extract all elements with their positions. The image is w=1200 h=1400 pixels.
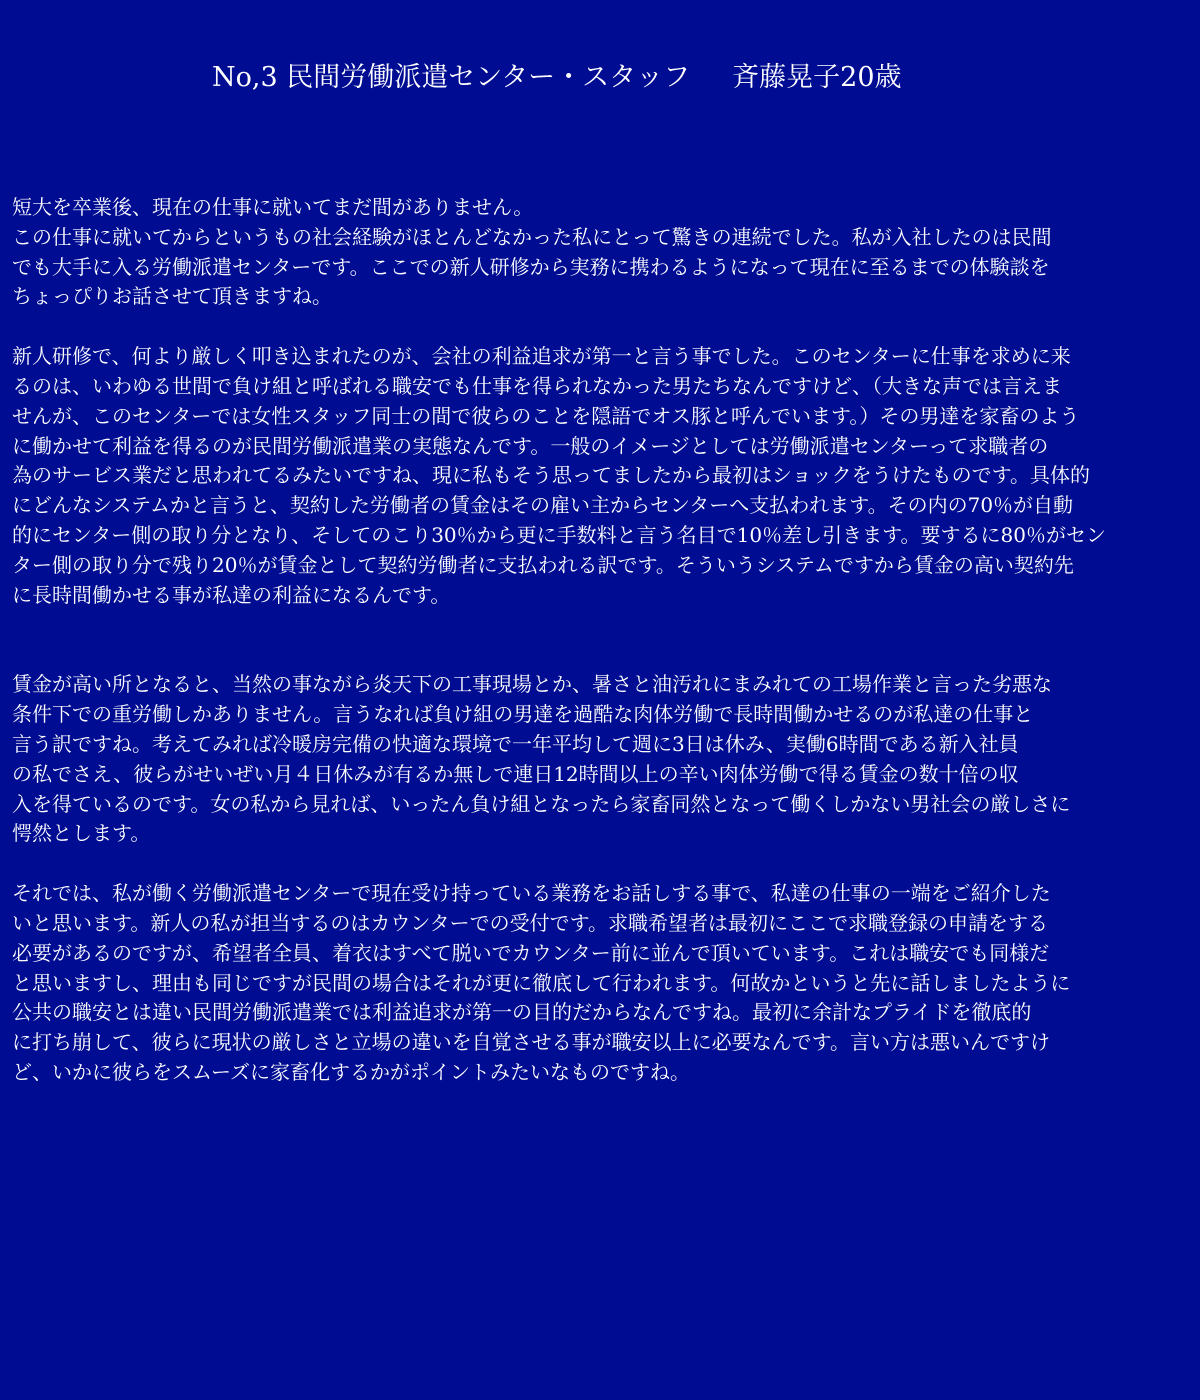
paragraph-line: に打ち崩して、彼らに現状の厳しさと立場の違いを自覚させる事が職安以上に必要なんです。言い方は悪いんですけ <box>12 1030 1050 1055</box>
paragraph-line: ちょっぴりお話させて頂きますね。 <box>12 284 332 309</box>
paragraph-line: ター側の取り分で残り20％が賃金として契約労働者に支払われる訳です。そういうシステムですから賃金の高い契約先 <box>12 552 1074 577</box>
title-article: No,3 民間労働派遣センター・スタッフ <box>212 62 691 93</box>
document-body <box>12 193 1188 1088</box>
paragraph-3 <box>12 670 1188 849</box>
paragraph-line: 必要があるのですが、希望者全員、着衣はすべて脱いでカウンター前に並んで頂いています。これは職安でも同様だ <box>12 940 1050 965</box>
paragraph-line: 短大を卒業後、現在の仕事に就いてまだ間がありません。 <box>12 195 534 219</box>
paragraph-line: に働かせて利益を得るのが民間労働派遣業の実態なんです。一般のイメージとしては労働派遣センターって求職者の <box>12 433 1049 458</box>
paragraph-2 <box>12 342 1188 610</box>
paragraph-line: それでは、私が働く労働派遣センターで現在受け持っている業務をお話しする事で、私達の仕事の一端をご紹介した <box>12 881 1051 906</box>
paragraph-4 <box>12 879 1188 1088</box>
page-title <box>212 60 902 96</box>
paragraph-line: るのは、いわゆる世間で負け組と呼ばれる職安でも仕事を得られなかった男たちなんですけど、（大きな声では言えま <box>12 373 1062 398</box>
paragraph-line: に長時間働かせる事が私達の利益になるんです。 <box>12 582 451 607</box>
paragraph-line: 入を得ているのです。女の私から見れば、いったん負け組となったら家畜同然となって働くしかない男社会の厳しさに <box>12 791 1071 816</box>
paragraph-line: 為のサービス業だと思われてるみたいですね、現に私もそう思ってましたから最初はショックをうけたものです。具体的 <box>12 463 1090 488</box>
paragraph-line: の私でさえ、彼らがせいぜい月４日休みが有るか無しで連日12時間以上の辛い肉体労働で得る賃金の数十倍の収 <box>12 761 1019 786</box>
paragraph-line: いと思います。新人の私が担当するのはカウンターでの受付です。求職希望者は最初にここで求職登録の申請をする <box>12 910 1048 935</box>
paragraph-1 <box>12 193 1188 312</box>
paragraph-line: でも大手に入る労働派遣センターです。ここでの新人研修から実務に携わるようになって現在に至るまでの体験談を <box>12 254 1050 279</box>
paragraph-line: 公共の職安とは違い民間労働派遣業では利益追求が第一の目的だからなんですね。最初に余計なプライドを徹底的 <box>12 1000 1032 1025</box>
paragraph-line: ど、いかに彼らをスムーズに家畜化するかがポイントみたいなものですね。 <box>12 1059 690 1084</box>
paragraph-line: 愕然とします。 <box>12 821 151 846</box>
paragraph-line: 賃金が高い所となると、当然の事ながら炎天下の工事現場とか、暑さと油汚れにまみれての工場作業と言った劣悪な <box>12 672 1052 697</box>
paragraph-line: にどんなシステムかと言うと、契約した労働者の賃金はその雇い主からセンターへ支払われます。その内の70％が自動 <box>12 493 1074 518</box>
paragraph-line: この仕事に就いてからというもの社会経験がほとんどなかった私にとって驚きの連続でした。私が入社したのは民間 <box>12 224 1052 249</box>
paragraph-line: 条件下での重労働しかありません。言うなれば負け組の男達を過酷な肉体労働で長時間働かせるのが私達の仕事と <box>12 702 1034 727</box>
title-author: 斉藤晃子20歳 <box>732 62 902 93</box>
paragraph-line: 新人研修で、何より厳しく叩き込まれたのが、会社の利益追求が第一と言う事でした。このセンターに仕事を求めに来 <box>12 344 1071 369</box>
paragraph-line: 的にセンター側の取り分となり、そしてのこり30％から更に手数料と言う名目で10％差し引きます。要するに80％がセン <box>12 522 1106 547</box>
paragraph-line: せんが、このセンターでは女性スタッフ同士の間で彼らのことを隠語でオス豚と呼んでいます。）その男達を家畜のよう <box>12 403 1080 428</box>
paragraph-line: と思いますし、理由も同じですが民間の場合はそれが更に徹底して行われます。何故かというと先に話しましたように <box>12 970 1071 995</box>
paragraph-line: 言う訳ですね。考えてみれば冷暖房完備の快適な環境で一年平均して週に3日は休み、実働6時間である新入社員 <box>12 731 1019 756</box>
